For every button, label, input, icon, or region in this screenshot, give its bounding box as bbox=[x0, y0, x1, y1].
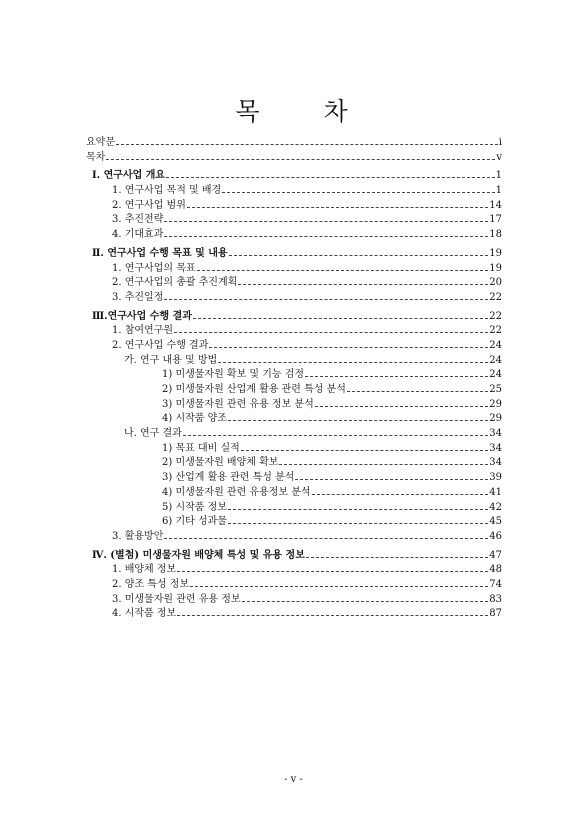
toc-page-number: 34 bbox=[489, 457, 502, 469]
toc-leader-dots bbox=[228, 523, 488, 524]
toc-entry-label: 1) 미생물자원 확보 및 기능 검정 bbox=[162, 369, 305, 381]
toc-entry-label: Ⅳ. (별첨) 미생물자원 배양체 특성 및 유용 정보 bbox=[92, 549, 305, 561]
toc-entry-label: 2. 연구사업 범위 bbox=[112, 199, 186, 211]
toc-entry-label: 5) 시작품 정보 bbox=[162, 501, 227, 513]
toc-chapter-row[interactable] bbox=[86, 169, 502, 184]
toc-entry-label: Ⅰ. 연구사업 개요 bbox=[92, 170, 166, 182]
toc-row[interactable] bbox=[86, 486, 502, 501]
toc-page-number: 87 bbox=[489, 608, 502, 620]
toc-leader-dots bbox=[228, 420, 488, 421]
toc-row[interactable] bbox=[86, 383, 502, 398]
toc-leader-dots bbox=[197, 270, 489, 271]
toc-row[interactable] bbox=[86, 291, 502, 306]
toc-page-number: 47 bbox=[489, 549, 502, 561]
toc-row[interactable] bbox=[86, 442, 502, 457]
toc-row[interactable] bbox=[86, 501, 502, 516]
toc-entry-label: 4. 시작품 정보 bbox=[112, 608, 177, 620]
toc-entry-label: 1. 연구사업의 목표 bbox=[112, 262, 196, 274]
toc-leader-dots bbox=[116, 144, 498, 145]
toc-leader-dots bbox=[209, 347, 488, 348]
toc-leader-dots bbox=[164, 221, 488, 222]
toc-entry-label: 4. 기대효과 bbox=[112, 229, 164, 241]
toc-page-number: 22 bbox=[489, 310, 502, 322]
toc-row[interactable] bbox=[86, 593, 502, 608]
toc-entry-label: Ⅱ. 연구사업 수행 목표 및 내용 bbox=[92, 247, 228, 259]
toc-leader-dots bbox=[166, 177, 495, 178]
toc-page-number: 34 bbox=[489, 428, 502, 440]
toc-page-number: 24 bbox=[489, 339, 502, 351]
toc-row[interactable] bbox=[86, 398, 502, 413]
toc-entry-label: 4) 시작품 양조 bbox=[162, 413, 227, 425]
toc-page-number: 48 bbox=[489, 564, 502, 576]
toc-leader-dots bbox=[222, 192, 494, 193]
toc-page-number: i bbox=[498, 137, 502, 148]
toc-leader-dots bbox=[295, 479, 488, 480]
toc-leader-dots bbox=[183, 435, 488, 436]
toc-page-number: 1 bbox=[495, 170, 502, 182]
toc-row[interactable] bbox=[86, 262, 502, 277]
toc-page-number: 18 bbox=[489, 229, 502, 241]
toc-entry-label: 요약문 bbox=[86, 137, 115, 148]
toc-page-number: 24 bbox=[489, 354, 502, 366]
toc-page-number: 46 bbox=[489, 530, 502, 542]
toc-row[interactable] bbox=[86, 412, 502, 427]
toc-entry-label: 3. 추진일정 bbox=[112, 291, 164, 303]
toc-row[interactable] bbox=[86, 199, 502, 214]
toc-row[interactable] bbox=[86, 324, 502, 339]
toc-page-number: 17 bbox=[489, 214, 502, 226]
toc-leader-dots bbox=[193, 318, 488, 319]
toc-entry-label: 2) 미생물자원 산업계 활용 관련 특성 분석 bbox=[162, 384, 346, 395]
toc-entry-label: 1. 배양체 정보 bbox=[112, 564, 177, 576]
toc-row[interactable] bbox=[86, 530, 502, 545]
toc-leader-dots bbox=[177, 571, 488, 572]
toc-entry-label: 6) 기타 성과물 bbox=[162, 516, 227, 528]
toc-leader-dots bbox=[190, 586, 488, 587]
toc-row[interactable] bbox=[86, 368, 502, 383]
toc-page-number: 14 bbox=[489, 199, 502, 211]
toc-chapter-row[interactable] bbox=[86, 549, 502, 564]
toc-page-number: 29 bbox=[489, 413, 502, 425]
toc-page-number: 24 bbox=[489, 369, 502, 381]
toc-leader-dots bbox=[279, 464, 488, 465]
toc-page-number: 29 bbox=[489, 398, 502, 410]
toc-entry-label: 1) 목표 대비 실적 bbox=[162, 442, 240, 454]
toc-row[interactable] bbox=[86, 213, 502, 228]
toc-leader-dots bbox=[174, 332, 488, 333]
toc-page-number: 34 bbox=[489, 442, 502, 454]
toc-page-number: 39 bbox=[489, 472, 502, 484]
toc-leader-dots bbox=[315, 406, 489, 407]
toc-row[interactable] bbox=[86, 228, 502, 243]
toc-entry-label: 2. 양조 특성 정보 bbox=[112, 578, 190, 590]
toc-leader-dots bbox=[228, 509, 488, 510]
toc-row[interactable] bbox=[86, 471, 502, 486]
toc-leader-dots bbox=[218, 362, 488, 363]
toc-page-number: 19 bbox=[489, 262, 502, 274]
toc-leader-dots bbox=[312, 494, 489, 495]
toc-row[interactable] bbox=[86, 151, 502, 166]
toc-page-number: 19 bbox=[489, 247, 502, 259]
toc-row[interactable] bbox=[86, 427, 502, 442]
toc-entry-label: 가. 연구 내용 및 방법 bbox=[124, 354, 218, 366]
toc-leader-dots bbox=[305, 376, 488, 377]
page-title: 목 차 bbox=[235, 97, 376, 126]
toc-row[interactable] bbox=[86, 578, 502, 593]
toc-entry-label: 3. 활용방안 bbox=[112, 530, 164, 542]
toc-entry-label: 3) 미생물자원 관련 유용 정보 분석 bbox=[162, 398, 314, 410]
toc-row[interactable] bbox=[86, 339, 502, 354]
toc-page-number: 22 bbox=[489, 325, 502, 337]
toc-page-number: 41 bbox=[489, 486, 502, 498]
toc-leader-dots bbox=[177, 615, 488, 616]
toc-entry-label: Ⅲ.연구사업 수행 결과 bbox=[92, 310, 192, 322]
table-of-contents bbox=[86, 136, 502, 622]
toc-page-number: 25 bbox=[489, 384, 502, 395]
toc-page-number: 74 bbox=[489, 578, 502, 590]
toc-entry-label: 2. 연구사업의 총괄 추진계획 bbox=[112, 277, 238, 289]
toc-entry-label: 3) 산업계 활용 관련 특성 분석 bbox=[162, 472, 295, 484]
toc-leader-dots bbox=[347, 391, 488, 392]
toc-page-number: 1 bbox=[495, 185, 502, 197]
toc-row[interactable] bbox=[86, 184, 502, 199]
toc-entry-label: 3. 미생물자원 관련 유용 정보 bbox=[112, 593, 241, 605]
toc-page-number: 83 bbox=[489, 593, 502, 605]
toc-row[interactable] bbox=[86, 276, 502, 291]
toc-entry-label: 1. 연구사업 목적 및 배경 bbox=[112, 185, 222, 197]
toc-leader-dots bbox=[238, 284, 488, 285]
toc-entry-label: 3. 추진전략 bbox=[112, 214, 164, 226]
toc-row[interactable] bbox=[86, 563, 502, 578]
toc-leader-dots bbox=[164, 299, 488, 300]
toc-leader-dots bbox=[241, 450, 489, 451]
toc-leader-dots bbox=[242, 601, 489, 602]
toc-leader-dots bbox=[106, 159, 495, 160]
toc-leader-dots bbox=[164, 538, 488, 539]
toc-entry-label: 4) 미생물자원 관련 유용정보 분석 bbox=[162, 486, 311, 498]
page-number-footer: - v - bbox=[284, 774, 303, 785]
toc-leader-dots bbox=[164, 236, 488, 237]
toc-chapter-row[interactable] bbox=[86, 310, 502, 325]
toc-row[interactable] bbox=[86, 515, 502, 530]
toc-chapter-row[interactable] bbox=[86, 247, 502, 262]
toc-page-number: v bbox=[496, 151, 502, 163]
toc-leader-dots bbox=[306, 557, 488, 558]
toc-row[interactable] bbox=[86, 456, 502, 471]
toc-entry-label: 나. 연구 결과 bbox=[124, 428, 182, 440]
toc-page-number: 42 bbox=[489, 501, 502, 513]
toc-leader-dots bbox=[229, 255, 489, 256]
toc-entry-label: 1. 참여연구원 bbox=[112, 325, 174, 337]
toc-leader-dots bbox=[187, 207, 488, 208]
toc-page-number: 20 bbox=[489, 277, 502, 289]
toc-row[interactable] bbox=[86, 136, 502, 151]
toc-row[interactable] bbox=[86, 607, 502, 622]
toc-entry-label: 2) 미생물자원 배양체 확보 bbox=[162, 457, 279, 469]
toc-row[interactable] bbox=[86, 354, 502, 369]
toc-page-number: 45 bbox=[489, 516, 502, 528]
toc-entry-label: 목차 bbox=[86, 151, 106, 163]
toc-page-number: 22 bbox=[489, 291, 502, 303]
toc-entry-label: 2. 연구사업 수행 결과 bbox=[112, 339, 209, 351]
